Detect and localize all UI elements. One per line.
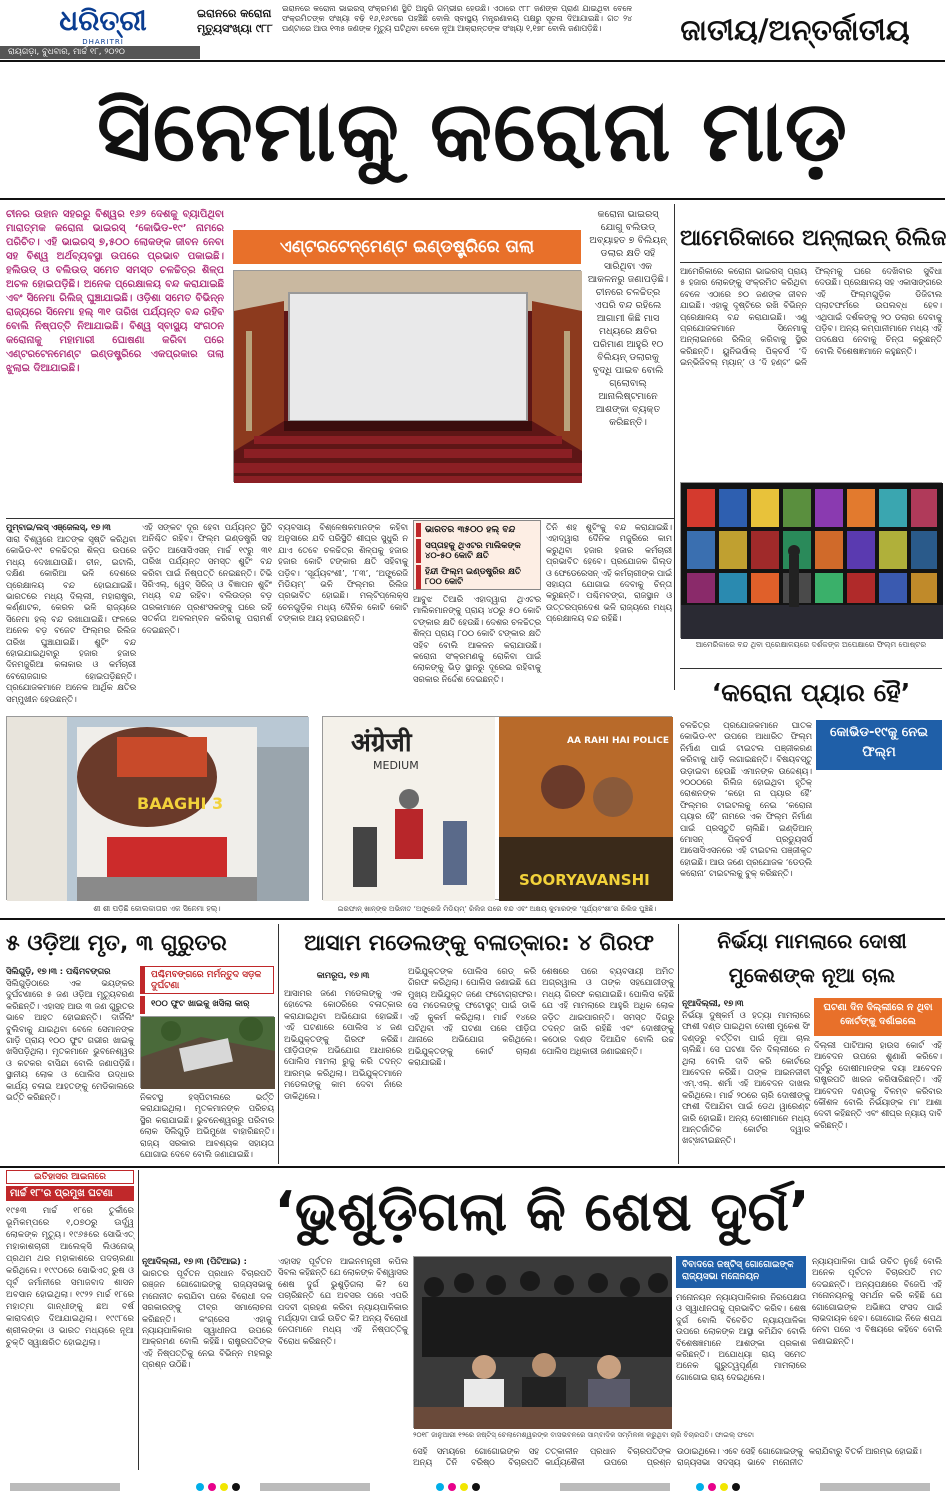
odisha-body: ସିଲିଗୁଡ଼ିଠାରେ ଏକ ଭୟଙ୍କର ଦୁର୍ଘଟଣାରେ ୫ ଜଣ ଓଡ଼ିଆ ମୃତ୍ୟୁବରଣ କରିଛନ୍ତି। ଏହାସହ ଆଉ ୩ ଜଣ ଗୁରୁତର ଭାବେ ଆହତ ହୋଇଛନ୍ତି। ଦାର୍ଜିଲିଂ ବୁଲିବାକୁ ଯାଇଥିବା ବେଳେ ସେମାନଙ୍କ ଗାଡ଼ି ପ୍ରାୟ ୧୦୦ ଫୁଟ ଗଭୀର ଖାଇକୁ ଖସିପଡ଼ିଥିଲା। ମୃତକମାନେ ଭୁବନେଶ୍ୱର ଓ କଟକର ବାସିନ୍ଦା ବୋଲି ଜଣାପଡ଼ିଛି। ସ୍ଥାନୀୟ ଲୋକ ଓ ପୋଲିସ ଉଦ୍ଧାର କାର୍ଯ୍ୟ ଚଳାଇ ଆହତଙ୍କୁ ମେଡିକାଲରେ ଭର୍ତ୍ତି କରିଛନ୍ତି। [6,978,134,1103]
america-body: ଆମେରିକାରେ କରୋନା ଭାଇରସ୍ ପ୍ରାୟ ୫ ହଜାର ଲୋକଙ୍କୁ ସଂକ୍ରମିତ କରିଥିବା ବେଳେ ଏଠାରେ ୭୦ ଜଣଙ୍କ ଜୀବନ ଯାଇଛି। ଏହାକୁ ଦୃଷ୍ଟିରେ ରଖି ବିଭିନ୍ନ ପ୍ରେକ୍ଷାଳୟ ବନ୍ଦ କରାଯାଇଛି। ଏଣୁ ପ୍ରଯୋଜକମାନେ ସିନେମାକୁ ଅନ୍‌ଲାଇନରେ ରିଲିଜ୍ କରିବାକୁ ସ୍ଥିର କରିଛନ୍ତି। ୟୁନିଭର୍ସାଲ୍ ପିକ୍ଚର୍ସ ‘ଦି ଇନ୍‌ଭିଜିବଲ୍ ମ୍ୟାନ୍’ ଓ ‘ଦି ହଣ୍ଟ’ ଭଳି ଫିଲ୍ମକୁ ଘରେ ଦେଖିବାର ସୁବିଧା ଦେଉଛି। ପ୍ରେକ୍ଷାଳୟ ସହ ଏକାସାଙ୍ଗରେ ଏହି ଫିଲ୍ମଗୁଡ଼ିକ ଡିଜିଟାଲ ପ୍ଲାଟଫର୍ମରେ ଉପଲବ୍ଧ ହେବ। ଏଥିପାଇଁ ଦର୍ଶକଙ୍କୁ ୨୦ ଡଲାର ଦେବାକୁ ପଡ଼ିବ। ଅନ୍ୟ କମ୍ପାନୀମାନେ ମଧ୍ୟ ଏହି ପଦକ୍ଷେପ ନେବାକୁ ଚିନ୍ତା କରୁଛନ୍ତି ବୋଲି ବିଶେଷଜ୍ଞମାନେ କହୁଛନ୍ତି। [680,266,942,368]
cinema-hall-photo [233,270,581,482]
poster-wall-photo [680,482,942,638]
poster1-sub: MEDIUM [373,759,419,772]
gogoi-col-1: ଭାରତର ପୂର୍ବତନ ପ୍ରଧାନ ବିଚାରପତି ରଞ୍ଜନ ଗୋଗୋଇଙ୍କୁ ରାଜ୍ୟସଭାକୁ ମନୋନୀତ କରାଯିବା ପରେ ବିରୋଧୀ ଦଳ ସରକାରଙ୍କୁ ତୀବ୍ର ସମାଲୋଚନା କରିଛନ୍ତି। କଂଗ୍ରେସ ଏହାକୁ ନ୍ୟାୟପାଳିକାର ସ୍ୱାଧୀନତା ଉପରେ ଆକ୍ରମଣ ବୋଲି କହିଛି। ରାଷ୍ଟ୍ରପତିଙ୍କ ଏହି ନିଷ୍ପତ୍ତିକୁ ନେଇ ବିଭିନ୍ନ ମହଲରୁ ପ୍ରଶ୍ନ ଉଠିଛି। [142,1268,272,1370]
karona-pyar-headline: ‘କରୋନା ପ୍ୟାର ହୈ’ [711,678,911,707]
nirbhaya-col-2: ଦିଲ୍ଲୀ ପାଟିଆଲା ହାଉସ କୋର୍ଟ ଏହି ଆବେଦନ ଉପରେ ଶୁଣାଣି କରିବେ। ପୂର୍ବରୁ ଦୋଷୀମାନଙ୍କ ଦୟା ଆବେଦନ ରାଷ୍ଟ୍ରପତି ଖାରଜ କରିସାରିଛନ୍ତି। ଏହି ଆବେଦନ ଦଣ୍ଡକୁ ବିଳମ୍ବ କରିବାର କୌଶଳ ବୋଲି ନିର୍ଭୟାଙ୍କ ମା’ ଆଶା ଦେବୀ କହିଛନ୍ତି ଏବଂ ଶୀଘ୍ର ନ୍ୟାୟ ଦାବି କରିଛନ୍ତି। [814,1040,942,1130]
body-col-3: ବ୍ୟବସାୟ ବିଶ୍ଳେଷକମାନଙ୍କ କହିବା ଅନୁସାରେ ଯଦି ପରିସ୍ଥିତି ଶୀଘ୍ର ସୁଧୁରି ନ ଯାଏ ତେବେ ଚଳଚ୍ଚିତ୍ର ଶିଳ୍ପକୁ ହଜାର ହଜାର କୋଟି ଟଙ୍କାର କ୍ଷତି ସହିବାକୁ ପଡ଼ିବ। ‘ସୂର୍ଯ୍ୟବଂଶୀ’, ‘୮୩’, ‘ଅଙ୍ଗ୍ରେଜି ମିଡିୟମ୍’ ଭଳି ଫିଲ୍ମର ରିଲିଜ ପ୍ରଭାବିତ ହୋଇଛି। ମଲ୍ଟିପ୍ଲେକ୍ସ ଚେନଗୁଡ଼ିକ ମଧ୍ୟ ଦୈନିକ କୋଟି କୋଟି ଟଙ୍କାର ଆୟ ହରାଉଛନ୍ତି। [278,522,408,624]
nirbhaya-dateline: ନୂଆଦିଲ୍ଲୀ, ୧୭।୩ [682,998,744,1008]
stats-line-3: ହିନ୍ଦୀ ଫିଲ୍ମ ଇଣ୍ଡଷ୍ଟ୍ରିର କ୍ଷତି ୮୦୦ କୋଟି [416,565,538,589]
gogoi-badge: ବିବାଦରେ ଜଷ୍ଟିସ୍ ଗୋଗୋଇଙ୍କ ରାଜ୍ୟସଭା ମନୋନୟନ [676,1256,806,1288]
gogoi-col-3: ସେହି ସମୟରେ ଗୋଗୋଇଙ୍କ ସହ ଅନ୍ୟ ତିନି ବରିଷ୍ଠ ବିଚାରପତି ତତ୍କାଳୀନ ପ୍ରଧାନ ବିଚାରପତିଙ୍କ କାର୍ଯ୍ୟଶୈଳୀ ଉପରେ ପ୍ରଶ୍ନ ଉଠାଇଥିଲେ। ଏବେ ସେହି ଗୋଗୋଇଙ୍କୁ ରାଜ୍ୟସଭା ସଦସ୍ୟ ଭାବେ ମନୋନୀତ କରାଯିବାରୁ ବିତର୍କ ଆରମ୍ଭ ହୋଇଛି। [413,1446,922,1468]
main-headline: ସିନେମାକୁ କରୋନା ମାଡ଼ [97,82,848,180]
movie-posters-photo [322,716,672,900]
poster2-tag: AA RAHI HAI POLICE [567,736,670,746]
nirbhaya-headline-1: ନିର୍ଭୟା ମାମଲାରେ ଦୋଷୀ [717,929,907,953]
registration-bar [0,1478,945,1497]
logo[interactable] [58,4,148,46]
karona-pyar-badge: କୋଭିଡ-୧୯କୁ ନେଇ ଫିଲ୍ମ [816,720,942,770]
poster1-title: अंग्रेजी [351,728,412,758]
accident-illustration [141,1017,275,1089]
gogoi-col-5: ନ୍ୟାୟପାଳିକା ପାଇଁ ଉଚିତ ନୁହେଁ ବୋଲି ଅନେକ ପୂର୍ବତନ ବିଚାରପତି ମତ ଦେଇଛନ୍ତି। ଅନ୍ୟପକ୍ଷରେ ବିଜେପି ଏହି ମନୋନୟନକୁ ସମର୍ଥନ କରି କହିଛି ଯେ ଗୋଗୋଇଙ୍କ ଅଭିଜ୍ଞତା ସଂସଦ ପାଇଁ ଲାଭଦାୟକ ହେବ। ଗୋଗୋଇ ନିଜେ ଶପଥ ନେବା ପରେ ଏ ବିଷୟରେ କହିବେ ବୋଲି ଜଣାଇଛନ୍ତି। [812,1256,942,1346]
stats-line-2: ସପ୍ତାହକୁ ଥିଏଟର ମାଲିକଙ୍କ ୪୦-୫୦ କୋଟି କ୍ଷତି [416,539,538,563]
body-col-2: ଏହି ସଙ୍କଟ ଦୂର ହେବା ପର୍ଯ୍ୟନ୍ତ ସ୍ଥିତି ଅନିଶ୍ଚିତ ରହିବ। ଫିଲ୍ମ ଇଣ୍ଡଷ୍ଟ୍ରି ସହ ଜଡ଼ିତ ଆସୋସିଏସନ୍ ମାର୍ଚ୍ଚ ୧୯ରୁ ୩୧ ତାରିଖ ପର୍ଯ୍ୟନ୍ତ ସମସ୍ତ ଶୁଟିଂ ବନ୍ଦ କରିବା ପାଇଁ ନିଷ୍ପତ୍ତି ନେଇଛନ୍ତି। ଟିଭି ସିରିଏଲ୍, ୱେବ୍ ସିରିଜ୍ ଓ ବିଜ୍ଞାପନ ଶୁଟିଂ ମଧ୍ୟ ବନ୍ଦ ରହିବ। ବଲିଉଡ୍‌ର ବଡ଼ ତାରକାମାନେ ପ୍ରଶଂସକଙ୍କୁ ଘରେ ରହି ସତର୍କତା ଅବଲମ୍ବନ କରିବାକୁ ପରାମର୍ଶ ଦେଇଛନ୍ତି। [142,522,272,635]
posters-illustration [323,717,673,901]
judges-photo-caption: ୨୦୧୮ ଜାନୁଆରୀ ୧୨ରେ ଜଷ୍ଟିସ୍ ଚେଲାମେଶ୍ୱରଙ୍କ ବାସଭବନରେ ସାମ୍ବାଦିକ ସମ୍ମିଳନୀ କରୁଥିବା ଚାରି ବିଚାରପତି। ଫାଇଲ୍ ଫଟୋ [413,1431,754,1439]
hall-caption: ଶୀ ଶୀ ପଡ଼ିଛି କୋଲକାତାର ଏକ ସିନେମା ହଲ୍। [93,904,221,913]
assam-col-2: ଅଭିଯୁକ୍ତଙ୍କ ପୋଲିସ ରେଡ୍ କରି ଗିରଫ କରିଥିଲା। ପୋଲିସ ଜଣାଇଛି ଯେ ମୁଖ୍ୟ ଅଭିଯୁକ୍ତ ଜଣେ ଫଟୋଗ୍ରାଫର। ସେ ମଡେଲଙ୍କୁ ଫଟୋସୁଟ୍ ପାଇଁ ଡାକି ଏହି କୁକର୍ମ କରିଥିଲା। ମାର୍ଚ୍ଚ ୧୪ରେ ଘଟିଥିବା ଏହି ଘଟଣା ପରେ ପୀଡ଼ିତା ଥାନାରେ ଅଭିଯୋଗ କରିଥିଲେ। ଅଭିଯୁକ୍ତଙ୍କୁ କୋର୍ଟ ଚାଲାଣ କରାଯାଇଛି। [408,966,536,1068]
nirbhaya-body: ନିର୍ଭୟା ଦୁଷ୍କର୍ମ ଓ ହତ୍ୟା ମାମଲାରେ ଫାଶୀ ଦଣ୍ଡ ପାଇଥିବା ଦୋଷୀ ମୁକେଶ ସିଂ ଦଣ୍ଡରୁ ବର୍ତ୍ତିବା ପାଇଁ ନୂଆ ଚାଲ ଚାଲିଛି। ସେ ଘଟଣା ଦିନ ଦିଲ୍ଲୀରେ ନ ଥିଲା ବୋଲି ଦାବି କରି କୋର୍ଟରେ ଆବେଦନ କରିଛି। ତାଙ୍କ ଆଇନଜୀବୀ ଏମ୍.ଏଲ୍. ଶର୍ମା ଏହି ଆବେଦନ ଦାଖଲ କରିଥିଲେ। ମାର୍ଚ୍ଚ ୨୦ରେ ଚାରି ଦୋଷୀଙ୍କୁ ଫାଶୀ ଦିଆଯିବା ପାଇଁ ଡେଥ ୱାରେଣ୍ଟ ଜାରି ହୋଇଛି। ଅନ୍ୟ ଦୋଷୀମାନେ ମଧ୍ୟ ଆନ୍ତର୍ଜାତିକ କୋର୍ଟର ଦ୍ୱାର ଖଟ୍‌ଖଟାଇଛନ୍ତି। [682,1010,810,1146]
poster2-title: SOORYAVANSHI [519,871,650,889]
assam-dateline: କାମରୂପ, ୧୭।୩ [316,970,370,980]
judges-photo [413,1256,671,1428]
karona-pyar-body: ଚଳଚ୍ଚିତ୍ର ପ୍ରଯୋଜକମାନେ ଘାତକ କୋଭିଡ-୧୯ ଉପରେ ଆଧାରିତ ଫିଲ୍ମ ନିର୍ମାଣ ପାଇଁ ଟାଇଟଲ ପଞ୍ଜୀକରଣ କରିବାକୁ ଧାଡ଼ି ଲଗାଇଛନ୍ତି। ବିଷୟବସ୍ତୁ ଉଡ଼ାଇବା ହେଉଛି ଏମାନଙ୍କ ଉଦ୍ଦେଶ୍ୟ। ୨୦୦୦ରେ ରିଲିଜ ହୋଇଥିବା ହୃତିକ୍ ରୋଶନଙ୍କ ‘କହୋ ନା ପ୍ୟାର ହୈ’ ଫିଲ୍ମର ଟାଇଟଲକୁ ନେଇ ‘କରୋନା ପ୍ୟାର ହୈ’ ନାମରେ ଏକ ଫିଲ୍ମ ନିର୍ମାଣ ପାଇଁ ପ୍ରସ୍ତୁତି ଚାଲିଛି। ଇଣ୍ଡିଆନ୍ ମୋସନ୍ ପିକ୍ଚର୍ସ ପ୍ରଡ୍ୟୁସର୍ସ ଆସୋସିଏସନରେ ଏହି ଟାଇଟଲ ପଞ୍ଜୀକୃତ ହୋଇଛି। ଆଉ ଜଣେ ପ୍ରଯୋଜକ ‘ଡେଡ୍‌ଲି କରୋନା’ ଟାଇଟଲକୁ ବୁକ୍ କରିଛନ୍ତି। [680,720,812,879]
calendar-logo: ଇତିହାସର ଆଇନାରେ [6,1170,134,1184]
registration-marks [0,1478,945,1497]
judges-illustration [414,1257,672,1429]
odisha-box-2: ୧୦୦ ଫୁଟ ଖାଇକୁ ଖସିଲା କାର୍ [140,996,274,1014]
gogoi-col-2: ଏହାସହ ପୂର୍ବତନ ଆଇନମନ୍ତ୍ରୀ କପିଲ ସିବଲ କହିଛନ୍ତି ଯେ ଲୋକଙ୍କ ବିଶ୍ୱାସର ଶେଷ ଦୁର୍ଗ ଭୁଶୁଡ଼ିଗଲା କି? ସେ ପଚାରିଛନ୍ତି ଯେ ଅବସର ପରେ ଏପରି ପଦବୀ ଗ୍ରହଣ କରିବା ନ୍ୟାୟପାଳିକାର ମର୍ଯ୍ୟାଦା ପାଇଁ ଉଚିତ କି? ଅନ୍ୟ ବିରୋଧୀ ନେତାମାନେ ମଧ୍ୟ ଏହି ନିଷ୍ପତ୍ତିକୁ ବିରୋଧ କରିଛନ୍ତି। [278,1256,408,1346]
poster-wall-illustration [681,483,943,639]
date-line: ରାୟଗଡ଼ା, ବୁଧବାର, ମାର୍ଚ୍ଚ ୧୮, ୨୦୨୦ [0,46,200,59]
logo-text: ଧରିତ୍ରୀ [59,4,147,37]
stats-box [413,520,541,590]
section-label: ଜାତୀୟ/ଅନ୍ତର୍ଜାତୀୟ [680,13,910,47]
america-photo-caption: ଆମେରିକାରେ ବନ୍ଦ ଥିବା ପ୍ରେକ୍ଷାଳୟରେ ଦର୍ଶକଙ୍କ ଅପେକ୍ଷାରେ ଫିଲ୍ମ ପୋଷ୍ଟର [695,640,927,649]
lead-banner: ଏଣ୍ଟରଟେନ୍‌ମେଣ୍ଟ ଇଣ୍ଡଷ୍ଟ୍ରିରେ ତାଲା [233,230,581,264]
gogoi-headline: ‘ଭୁଶୁଡ଼ିଗଲା କି ଶେଷ ଦୁର୍ଗ’ [274,1180,810,1243]
odisha-box-1: ପଶ୍ଚିମବଙ୍ଗରେ ମର୍ମନ୍ତୁଦ ସଡ଼କ ଦୁର୍ଘଟଣା [140,966,274,994]
calendar-body: ୧୯୫୩ ମାର୍ଚ୍ଚ ୧୮ରେ ତୁର୍କୀରେ ଭୂମିକମ୍ପରେ ୧,୦୭୦ରୁ ଊର୍ଦ୍ଧ୍ୱ ଲୋକଙ୍କ ମୃତ୍ୟୁ। ୧୯୬୫ରେ ସୋଭିଏତ୍ ମହାକାଶଚାରୀ ଆଲେକ୍ସି ଲିଓନୋଭ୍ ପ୍ରଥମ ଥର ମହାକାଶରେ ପଦଚାରଣା କରିଥିଲେ। ୧୯୯୦ରେ ସୋଭିଏତ୍ ରୁଷ ଓ ପୂର୍ବ ଜର୍ମାନୀରେ ସମାଜବାଦ ଶାସନ ଅବସାନ ହୋଇଥିଲା। ୧୯୨୨ ମାର୍ଚ୍ଚ ୧୮ରେ ମହାତ୍ମା ଗାନ୍ଧୀଙ୍କୁ ଛଅ ବର୍ଷ କାରାଦଣ୍ଡ ଦିଆଯାଇଥିଲା। ୧୯୯୮ରେ ଶ୍ରୀଲଙ୍କା ଓ ଭାରତ ମଧ୍ୟରେ ନୂଆ ଚୁକ୍ତି ସ୍ୱାକ୍ଷରିତ ହୋଇଥିଲା। [6,1206,134,1348]
hall-sign-text: BAAGHI 3 [137,794,224,813]
cinema-hall-illustration [234,271,582,483]
body-col-5: ତିନି ଶହ ଶୁଟିଂକୁ ବନ୍ଦ କରାଯାଇଛି। ଏହାଦ୍ୱାରା ଦୈନିକ ମଜୁରିରେ କାମ କରୁଥିବା ହଜାର ହଜାର କର୍ମଚାରୀ ପ୍ରଭାବିତ ହେବେ। ପ୍ରଯୋଜକ ଗିଲ୍ଡ ଓ ଫେଡେରେସନ୍ ଏହି କର୍ମଚାରୀଙ୍କ ପାଇଁ ସହାୟତା ଯୋଗାଇ ଦେବାକୁ ଚିନ୍ତା କରୁଛନ୍ତି। ପଶ୍ଚିମବଙ୍ଗ, ରାଜସ୍ଥାନ ଓ ଉତ୍ତରପ୍ରଦେଶ ଭଳି ରାଜ୍ୟରେ ମଧ୍ୟ ପ୍ରେକ୍ଷାଳୟ ବନ୍ଦ ରହିଛି। [546,522,672,624]
dateline: ମୁମ୍ବାଇ/ଲସ୍ ଏଞ୍ଜେଲସ୍, ୧୭।୩ [6,522,111,532]
kolkata-hall-photo [6,716,308,900]
calendar-title: ମାର୍ଚ୍ଚ ୧୮'ର ପ୍ରମୁଖ ଘଟଣା [6,1186,134,1201]
odisha-headline: ୫ ଓଡ଼ିଆ ମୃତ, ୩ ଗୁରୁତର [6,931,227,956]
masthead [0,0,945,60]
assam-col-3: ଶେଷରେ ପରେ ବ୍ୟବସାୟୀ ଅମିତ ଅଗ୍ରୱାଲ ଓ ତାଙ୍କ ସହଯୋଗୀଙ୍କୁ ମଧ୍ୟ ଗିରଫ କରାଯାଇଛି। ପୋଲିସ କହିଛି ଯେ ଏହି ମାମଲାରେ ଆହୁରି ଅଧିକ ଲୋକ ଜଡ଼ିତ ଥାଇପାରନ୍ତି। ସମସ୍ତ ଦିଗରୁ ତଦନ୍ତ ଜାରି ରହିଛି ଏବଂ ଦୋଷୀଙ୍କୁ କଠୋର ଦଣ୍ଡ ଦିଆଯିବ ବୋଲି ଉଚ୍ଚ ପୋଲିସ ଅଧିକାରୀ ଜଣାଇଛନ୍ତି। [542,966,674,1056]
poster-caption: ଇରଫାନ୍ ଖାନ୍‌ଙ୍କ ଅଭିନୀତ ‘ଅଙ୍ଗ୍ରେଜି ମିଡିୟମ୍’ ରିଲିଜ ପରେ ବନ୍ଦ ଏବଂ ଅକ୍ଷୟ କୁମାରଙ୍କ ‘ସୂର୍ଯ୍ୟବଂଶୀ’ର ରିଲିଜ ଘୁଞ୍ଚିଛି। [337,905,657,913]
odisha-extra: ନିକଟସ୍ଥ ହସ୍ପିଟାଲରେ ଭର୍ତ୍ତି କରାଯାଇଥିଲା। ମୃତକମାନଙ୍କ ପରିଚୟ ସ୍ଥିର କରାଯାଇଛି। ଭୁବନେଶ୍ୱରରୁ ପରିବାର ଲୋକ ସିଲିଗୁଡ଼ି ଅଭିମୁଖେ ବାହାରିଛନ୍ତି। ରାଜ୍ୟ ସରକାର ଆବଶ୍ୟକ ସହାୟତା ଯୋଗାଇ ଦେବେ ବୋଲି ଜଣାଯାଇଛି। [140,1092,274,1160]
gogoi-dateline: ନୂଆଦିଲ୍ଲୀ, ୧୭।୩ (ପିଟିଆଇ) : [142,1256,247,1266]
lead-side-note: କରୋନା ଭାଇରସ୍ ଯୋଗୁ ବଲିଉଡ୍ ଅବ୍ୟାହତ ୭ ବିଲିୟନ୍ ଡଲାର କ୍ଷତି ସହି ସାରିଥିବା ଏକ ଆକଳନରୁ ଜଣାପଡ଼ିଛି। ଚୀନରେ ଚଳଚ୍ଚିତ୍ର ଏପରି ବନ୍ଦ ରହିଲେ ଆଗାମୀ କିଛି ମାସ ମଧ୍ୟରେ କ୍ଷତିର ପରିମାଣ ଆହୁରି ୧୦ ବିଲିୟନ୍ ଡଲାରକୁ ବୃଦ୍ଧି ପାଇବ ବୋଲି ଗ୍ଲୋବାଲ୍ ଆନାଲିଷ୍ଟମାନେ ଆଶଙ୍କା ବ୍ୟକ୍ତ କରିଛନ୍ତି। [587,209,669,428]
america-headline: ଆମେରିକାରେ ଅନ୍‌ଲାଇନ୍ ରିଲିଜ [680,226,946,251]
nirbhaya-badge: ଘଟଣା ଦିନ ଦିଲ୍ଲୀରେ ନ ଥିବା କୋର୍ଟଙ୍କୁ ଦର୍ଶାଇଲେ [814,998,942,1036]
body-col-1: ସାରା ବିଶ୍ୱରେ ଆତଙ୍କ ସୃଷ୍ଟି କରିଥିବା କୋଭିଡ-୧୯ ଚଳଚ୍ଚିତ୍ର ଶିଳ୍ପ ଉପରେ ମଧ୍ୟ ଦେଖାଯାଉଛି। ଚୀନ, ଇଟାଲି, ଦକ୍ଷିଣ କୋରିଆ ଭଳି ଦେଶରେ ପ୍ରେକ୍ଷାଳୟ ବନ୍ଦ ହୋଇଯାଇଛି। ଭାରତରେ ମଧ୍ୟ ଦିଲ୍ଲୀ, ମହାରାଷ୍ଟ୍ର, କର୍ଣ୍ଣାଟକ, କେରଳ ଭଳି ରାଜ୍ୟରେ ସିନେମା ହଲ୍ ବନ୍ଦ ରଖାଯାଇଛି। ଫଳରେ ଅନେକ ବଡ଼ ବଜେଟ ଫିଲ୍ମର ରିଲିଜ ତାରିଖ ଘୁଞ୍ଚାଯାଇଛି। ଶୁଟିଂ ବନ୍ଦ ହୋଇଯାଇଥିବାରୁ ହଜାର ହଜାର ଦିନମଜୁରିଆ କଳାକାର ଓ କର୍ମଚାରୀ ବେରୋଜଗାର ହୋଇପଡ଼ିଛନ୍ତି। ପ୍ରଯୋଜକମାନେ ଅନେକ ଆର୍ଥିକ କ୍ଷତିର ସମ୍ମୁଖୀନ ହେଉଛନ୍ତି। [6,534,136,704]
assam-headline: ଆସାମ ମଡେଲଙ୍କୁ ବଳାତ୍କାର: ୪ ଗିରଫ [303,931,655,956]
odisha-dateline: ସିଲିଗୁଡ଼ି, ୧୭।୩ : ପଶ୍ଚିମବଙ୍ଗର [6,966,111,976]
accident-photo [140,1016,274,1088]
logo-sub: DHARITRI [82,38,124,46]
lead-intro: ଚୀନର ଉହାନ ସହରରୁ ବିଶ୍ୱର ୧୬୨ ଦେଶକୁ ବ୍ୟାପିଥିବା ମାରାତ୍ମକ କରୋନା ଭାଇରସ୍ ‘କୋଭିଡ-୧୯’ ନାମରେ ପରିଚିତ। ଏହି ଭାଇରସ୍ ୭,୫୦୦ ଲୋକଙ୍କ ଜୀବନ ନେବା ସହ ବିଶ୍ୱ ଅର୍ଥବ୍ୟବସ୍ଥା ଉପରେ ପ୍ରଭାବ ପକାଇଛି। ହଲିଉଡ୍ ଓ ବଲିଉଡ୍ ସମେତ ସମସ୍ତ ଚଳଚ୍ଚିତ୍ର ଶିଳ୍ପ ଅଚଳ ହୋଇପଡ଼ିଛି। ଅନେକ ପ୍ରେକ୍ଷାଳୟ ବନ୍ଦ କରାଯାଇଛି ଏବଂ ସିନେମା ରିଲିଜ୍ ଘୁଞ୍ଚାଯାଇଛି। ଓଡ଼ିଶା ସମେତ ବିଭିନ୍ନ ରାଜ୍ୟରେ ସିନେମା ହଲ୍ ୩୧ ତାରିଖ ପର୍ଯ୍ୟନ୍ତ ବନ୍ଦ ରହିବ ବୋଲି ନିଷ୍ପତ୍ତି ନିଆଯାଇଛି। ବିଶ୍ୱ ସ୍ବାସ୍ଥ୍ୟ ସଂଗଠନ କରୋନାକୁ ମହାମାରୀ ଘୋଷଣା କରିବା ପରେ ଏଣ୍ଟରଟେନମେଣ୍ଟ ଇଣ୍ଡଷ୍ଟ୍ରିରେ ଏକପ୍ରକାର ତାଲା ଝୁଲାଇ ଦିଆଯାଇଛି। [6,209,224,374]
karona-pyar-body-2 [816,774,942,860]
ticker-text: ଇରାନରେ କରୋନା ଭାଇରସ୍ ସଂକ୍ରମଣ ସ୍ଥିତି ଆହୁରି ଗମ୍ଭୀର ହେଉଛି। ଏଠାରେ ୯୮୮ ଜଣଙ୍କ ପ୍ରାଣ ଯାଇଥିବା ବେଳେ ସଂକ୍ରମିତଙ୍କ ସଂଖ୍ୟା ବଢ଼ି ୧୬,୧୬୯ରେ ପହଞ୍ଚିଛି ବୋଲି ସ୍ବାସ୍ଥ୍ୟ ମନ୍ତ୍ରଣାଳୟ ପକ୍ଷରୁ ସୂଚନା ଦିଆଯାଇଛି। ଗତ ୨୪ ଘଣ୍ଟାରେ ଆଉ ୧୩୫ ଜଣଙ୍କ ମୃତ୍ୟୁ ଘଟିଥିବା ବେଳେ ନୂଆ ଆକ୍ରାନ୍ତଙ୍କ ସଂଖ୍ୟା ୧,୧୭୮ ବୋଲି ଜଣାପଡ଼ିଛି। [282,4,632,33]
ticker-title: ଇରାନରେ କରୋନା ମୃତ୍ୟୁସଂଖ୍ୟା ୯୮୮ [197,7,273,35]
body-col-4: ଆବୁଝ ତିଆରି ଏହାଦ୍ୱାରା ଥିଏଟର ମାଲିକମାନଙ୍କୁ ପ୍ରାୟ ୪୦ରୁ ୫୦ କୋଟି ଟଙ୍କାର କ୍ଷତି ହେଉଛି। ଦେଶର ଚଳଚ୍ଚିତ୍ର ଶିଳ୍ପ ପ୍ରାୟ ୮୦୦ କୋଟି ଟଙ୍କାର କ୍ଷତି ସହିବ ବୋଲି ଆକଳନ କରାଯାଉଛି। କରୋନା ସଂକ୍ରମଣକୁ ରୋକିବା ପାଇଁ ଲୋକଙ୍କୁ ଭିଡ଼ ସ୍ଥାନରୁ ଦୂରେଇ ରହିବାକୁ ସରକାର ନିର୍ଦ୍ଦେଶ ଦେଇଛନ୍ତି। [413,594,541,684]
gogoi-col-4: ମନୋନୟନ ନ୍ୟାୟପାଳିକାର ନିରପେକ୍ଷତା ଓ ସ୍ୱାଧୀନତାକୁ ପ୍ରଭାବିତ କରିବ। ଶେଷ ଦୁର୍ଗ ବୋଲି ବିବେଚିତ ନ୍ୟାୟପାଳିକା ଉପରେ ଲୋକଙ୍କ ଆସ୍ଥା କମିଯିବ ବୋଲି ବିଶେଷଜ୍ଞମାନେ ଆଶଙ୍କା ପ୍ରକାଶ କରିଛନ୍ତି। ଅଯୋଧ୍ୟା ରାୟ ସମେତ ଅନେକ ଗୁରୁତ୍ୱପୂର୍ଣ୍ଣ ମାମଲାରେ ଗୋଗୋଇ ରାୟ ଦେଇଥିଲେ। [676,1292,806,1382]
nirbhaya-headline-2: ମୁକେଶଙ୍କ ନୂଆ ଚାଲ [728,963,896,987]
calendar-box [6,1170,134,1470]
stats-line-1: ଭାରତର ୩୫୦୦ ହଲ୍ ବନ୍ଦ [416,523,538,537]
kolkata-hall-illustration [7,717,309,901]
assam-col-1: ଆସାମର ଜଣେ ମଡେଲଙ୍କୁ ଏକ ହୋଟେଲ କୋଠରିରେ ବଳାତ୍କାର କରାଯାଇଥିବା ଅଭିଯୋଗ ହୋଇଛି। ଏହି ଘଟଣାରେ ପୋଲିସ ୪ ଜଣ ଅଭିଯୁକ୍ତଙ୍କୁ ଗିରଫ କରିଛି। ପୀଡ଼ିତାଙ୍କ ଅଭିଯୋଗ ଆଧାରରେ ପୋଲିସ ମାମଲା ରୁଜୁ କରି ତଦନ୍ତ ଆରମ୍ଭ କରିଥିଲା। ଅଭିଯୁକ୍ତମାନେ ମଡେଲଙ୍କୁ କାମ ଦେବା ନାଁରେ ଡାକିଥିଲେ। [284,988,402,1101]
